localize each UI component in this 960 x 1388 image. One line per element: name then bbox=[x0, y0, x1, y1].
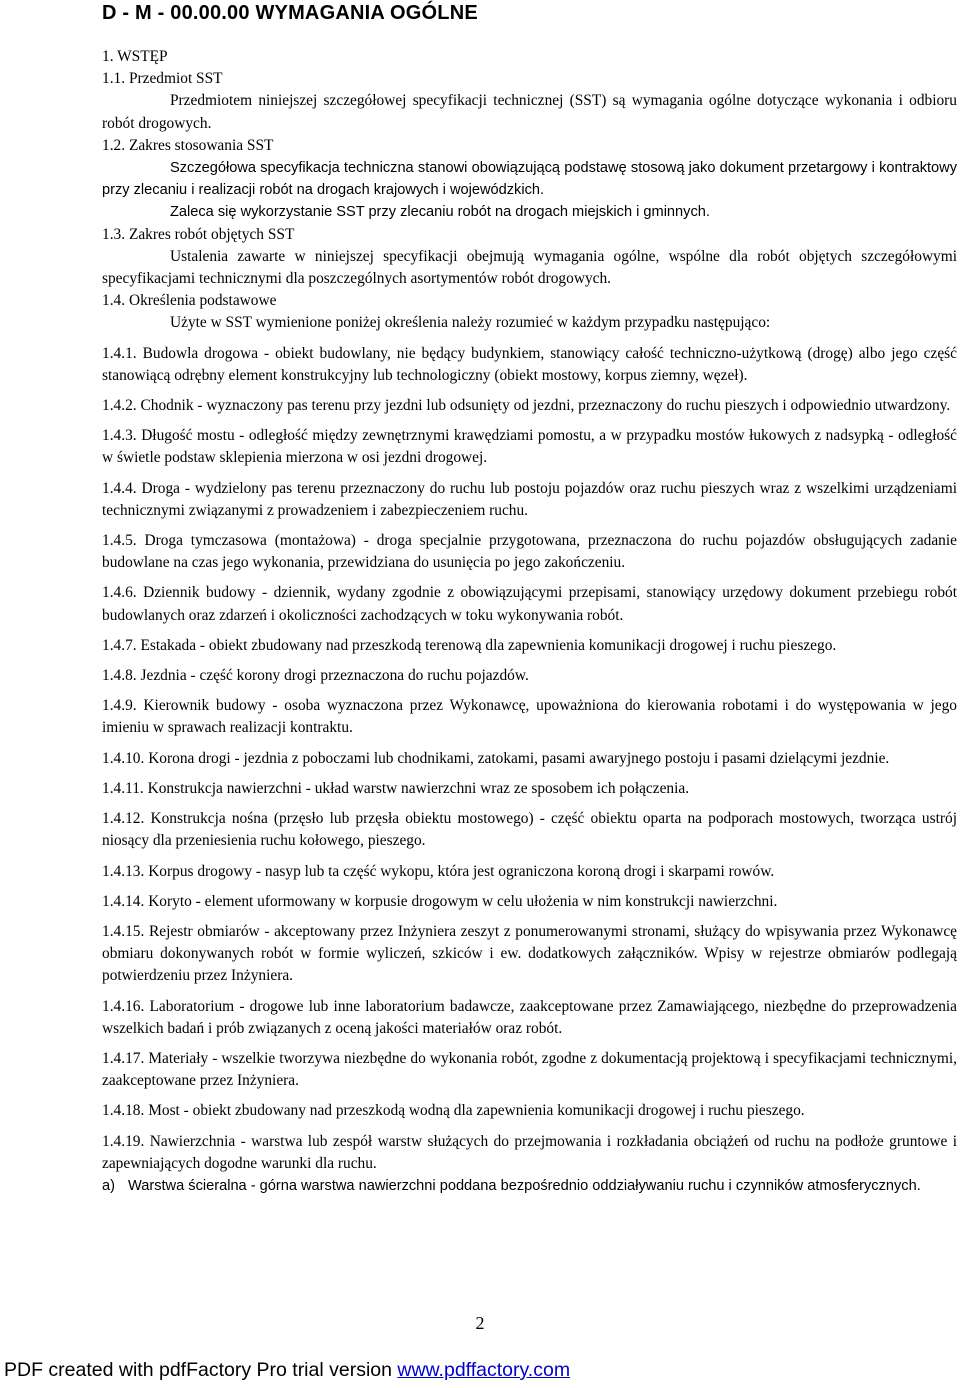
definition-item bbox=[102, 665, 957, 687]
definition-text: Chodnik - wyznaczony pas terenu przy jezdni lub odsunięty od jezdni, przeznaczony do ruchu pieszych i odpowiednio utwardzony. bbox=[140, 397, 951, 415]
document-title: D - M - 00.00.00 WYMAGANIA OGÓLNE bbox=[102, 2, 478, 24]
section-1-4-heading bbox=[102, 290, 957, 312]
section-1-2-heading bbox=[102, 135, 957, 157]
section-1-1-title: Przedmiot SST bbox=[128, 70, 223, 88]
section-1-heading bbox=[102, 46, 957, 68]
definition-number: 1.4.12. bbox=[102, 810, 145, 828]
list-text: Warstwa ścieralna - górna warstwa nawierzchni poddana bezpośrednio oddziaływaniu ruchu i czynników atmosferycznych. bbox=[128, 1177, 921, 1194]
definition-number: 1.4.2. bbox=[102, 397, 137, 415]
section-1-title: 1. WSTĘP bbox=[102, 48, 168, 65]
definition-text: Laboratorium - drogowe lub inne laboratorium badawcze, zaakceptowane przez Zamawiającego, niezbędne do przeprowadzenia wszelkich badań i prób związanych z oceną jakości materiałów oraz robót. bbox=[102, 997, 957, 1037]
definition-number: 1.4.16. bbox=[102, 997, 145, 1015]
document-body bbox=[102, 46, 957, 1197]
definition-text: Estakada - obiekt zbudowany nad przeszkodą terenową dla zapewnienia komunikacji drogowej i ruchu pieszego. bbox=[140, 636, 837, 654]
definition-item bbox=[102, 695, 957, 739]
definition-item bbox=[102, 891, 957, 913]
definition-number: 1.4.5. bbox=[102, 532, 137, 550]
definition-item bbox=[102, 395, 957, 417]
definition-number: 1.4.10. bbox=[102, 749, 145, 767]
definition-text: Konstrukcja nawierzchni - układ warstw nawierzchni wraz ze sposobem ich połączenia. bbox=[147, 779, 690, 797]
definition-text: Droga - wydzielony pas terenu przeznaczony do ruchu lub postoju pojazdów oraz ruchu pieszych wraz z wszelkimi urządzeniami technicznymi związanymi z prowadzeniem i zabezpieczeniem ruchu. bbox=[102, 479, 957, 519]
definition-item bbox=[102, 1131, 957, 1175]
definition-text: Korona drogi - jezdnia z poboczami lub chodnikami, zatokami, pasami awaryjnego postoju i pasami dzielącymi jezdnie. bbox=[148, 749, 890, 767]
definition-number: 1.4.19. bbox=[102, 1132, 145, 1150]
definition-text: Jezdnia - część korony drogi przeznaczona do ruchu pojazdów. bbox=[140, 667, 529, 685]
definition-number: 1.4.4. bbox=[102, 479, 137, 497]
definition-number: 1.4.11. bbox=[102, 779, 144, 797]
section-1-1-heading bbox=[102, 68, 957, 90]
section-1-2-title: Zakres stosowania SST bbox=[128, 136, 274, 154]
definition-text: Korpus drogowy - nasyp lub ta część wykopu, która jest ograniczona koroną drogi i skarpami rowów. bbox=[148, 862, 775, 880]
definition-number: 1.4.8. bbox=[102, 667, 137, 685]
section-1-4-text: Użyte w SST wymienione poniżej określenia należy rozumieć w każdym przypadku następująco: bbox=[170, 314, 771, 332]
definition-item bbox=[102, 748, 957, 770]
section-1-1-text: Przedmiotem niniejszej szczegółowej specyfikacji technicznej (SST) są wymagania ogólne dotyczące wykonania i odbioru robót drogowych. bbox=[102, 92, 957, 132]
section-1-3-title: Zakres robót objętych SST bbox=[128, 225, 295, 243]
definition-item bbox=[102, 425, 957, 469]
section-1-4-number: 1.4. bbox=[102, 292, 126, 310]
definition-item bbox=[102, 808, 957, 852]
definition-text: Dziennik budowy - dziennik, wydany zgodnie z obowiązującymi przepisami, stanowiący urzędowy dokument przebiegu robót budowlanych oraz zdarzeń i okoliczności zachodzących w toku wykonywania robót. bbox=[102, 584, 957, 624]
section-1-2-text-2: Zaleca się wykorzystanie SST przy zlecaniu robót na drogach miejskich i gminnych. bbox=[170, 204, 710, 221]
definition-number: 1.4.15. bbox=[102, 922, 145, 940]
list-item-a bbox=[102, 1175, 957, 1197]
list-marker: a) bbox=[102, 1177, 115, 1194]
definition-text: Długość mostu - odległość między zewnętrznymi krawędziami pomostu, a w przypadku mostów łukowych z nadsypką - odległość w świetle podstaw sklepienia mierzona w osi jezdni drogowej. bbox=[102, 427, 957, 467]
definition-number: 1.4.14. bbox=[102, 892, 145, 910]
definition-item bbox=[102, 635, 957, 657]
footer-link[interactable]: www.pdffactory.com bbox=[397, 1359, 571, 1381]
section-1-2-text-1: Szczegółowa specyfikacja techniczna stanowi obowiązującą podstawę stosową jako dokument przetargowy i kontraktowy przy zlecaniu i realizacji robót na drogach krajowych i wojewódzkich. bbox=[102, 160, 957, 199]
definition-number: 1.4.6. bbox=[102, 584, 137, 602]
definition-item bbox=[102, 778, 957, 800]
section-1-3-text: Ustalenia zawarte w niniejszej specyfikacji obejmują wymagania ogólne, wspólne dla robót objętych szczegółowymi specyfikacjami technicznymi dla poszczególnych asortymentów robót drogowych. bbox=[102, 247, 957, 288]
definition-item bbox=[102, 861, 957, 883]
definition-number: 1.4.7. bbox=[102, 636, 137, 654]
page-number: 2 bbox=[475, 1313, 485, 1333]
section-1-4-title: Określenia podstawowe bbox=[128, 292, 277, 310]
definition-text: Budowla drogowa - obiekt budowlany, nie będący budynkiem, stanowiący całość techniczno-użytkową (drogę) albo jego część stanowiącą odrębny element konstrukcyjny lub technologiczny (obiekt mostowy, korpus ziemny, węzeł). bbox=[102, 344, 957, 384]
definition-number: 1.4.17. bbox=[102, 1049, 145, 1067]
definition-text: Nawierzchnia - warstwa lub zespół warstw służących do przejmowania i rozkładania obciążeń od ruchu na podłoże gruntowe i zapewniających dogodne warunki dla ruchu. bbox=[102, 1132, 957, 1172]
definition-text: Kierownik budowy - osoba wyznaczona przez Wykonawcę, upoważniona do kierowania robotami i do występowania w jego imieniu w sprawach realizacji kontraktu. bbox=[102, 697, 957, 737]
definition-text: Konstrukcja nośna (przęsło lub przęsła obiektu mostowego) - część obiektu oparta na podporach mostowych, tworząca ustrój niosący dla przeniesienia ruchu kołowego, pieszego. bbox=[102, 810, 957, 850]
definition-item bbox=[102, 478, 957, 522]
definition-item bbox=[102, 343, 957, 387]
definition-text: Droga tymczasowa (montażowa) - droga specjalnie przygotowana, przeznaczona do ruchu pojazdów obsługujących zadanie budowlane na czas jego wykonania, przewidziana do usunięcia po jego zakończeniu. bbox=[102, 532, 957, 572]
section-1-1-number: 1.1. bbox=[102, 70, 126, 88]
definition-item bbox=[102, 996, 957, 1040]
definition-text: Materiały - wszelkie tworzywa niezbędne do wykonania robót, zgodne z dokumentacją projektową i specyfikacjami technicznymi, zaakceptowane przez Inżyniera. bbox=[102, 1049, 957, 1090]
definition-item bbox=[102, 1100, 957, 1122]
definition-text: Koryto - element uformowany w korpusie drogowym w celu ułożenia w nim konstrukcji nawierzchni. bbox=[148, 892, 778, 910]
definition-text: Most - obiekt zbudowany nad przeszkodą wodną dla zapewnienia komunikacji drogowej i ruchu pieszego. bbox=[148, 1102, 805, 1120]
definition-item bbox=[102, 921, 957, 988]
definition-item bbox=[102, 1048, 957, 1092]
definition-number: 1.4.3. bbox=[102, 427, 137, 445]
section-1-2-number: 1.2. bbox=[102, 136, 126, 154]
section-1-3-number: 1.3. bbox=[102, 225, 126, 243]
definition-number: 1.4.13. bbox=[102, 862, 145, 880]
definitions-list bbox=[102, 343, 957, 1175]
pdf-footer bbox=[4, 1359, 570, 1382]
section-1-3-heading bbox=[102, 224, 957, 246]
definition-number: 1.4.9. bbox=[102, 697, 137, 715]
definition-item bbox=[102, 582, 957, 626]
definition-number: 1.4.18. bbox=[102, 1102, 145, 1120]
definition-item bbox=[102, 530, 957, 574]
definition-number: 1.4.1. bbox=[102, 344, 137, 362]
footer-text: PDF created with pdfFactory Pro trial version bbox=[4, 1359, 398, 1381]
definition-text: Rejestr obmiarów - akceptowany przez Inżyniera zeszyt z ponumerowanymi stronami, służący do wpisywania przez Wykonawcę obmiaru dokonywanych robót w formie wyliczeń, szkiców i ew. dodatkowych załączników. Wpisy w rejestrze obmiarów podlegają potwierdzeniu przez Inżyniera. bbox=[102, 922, 957, 985]
